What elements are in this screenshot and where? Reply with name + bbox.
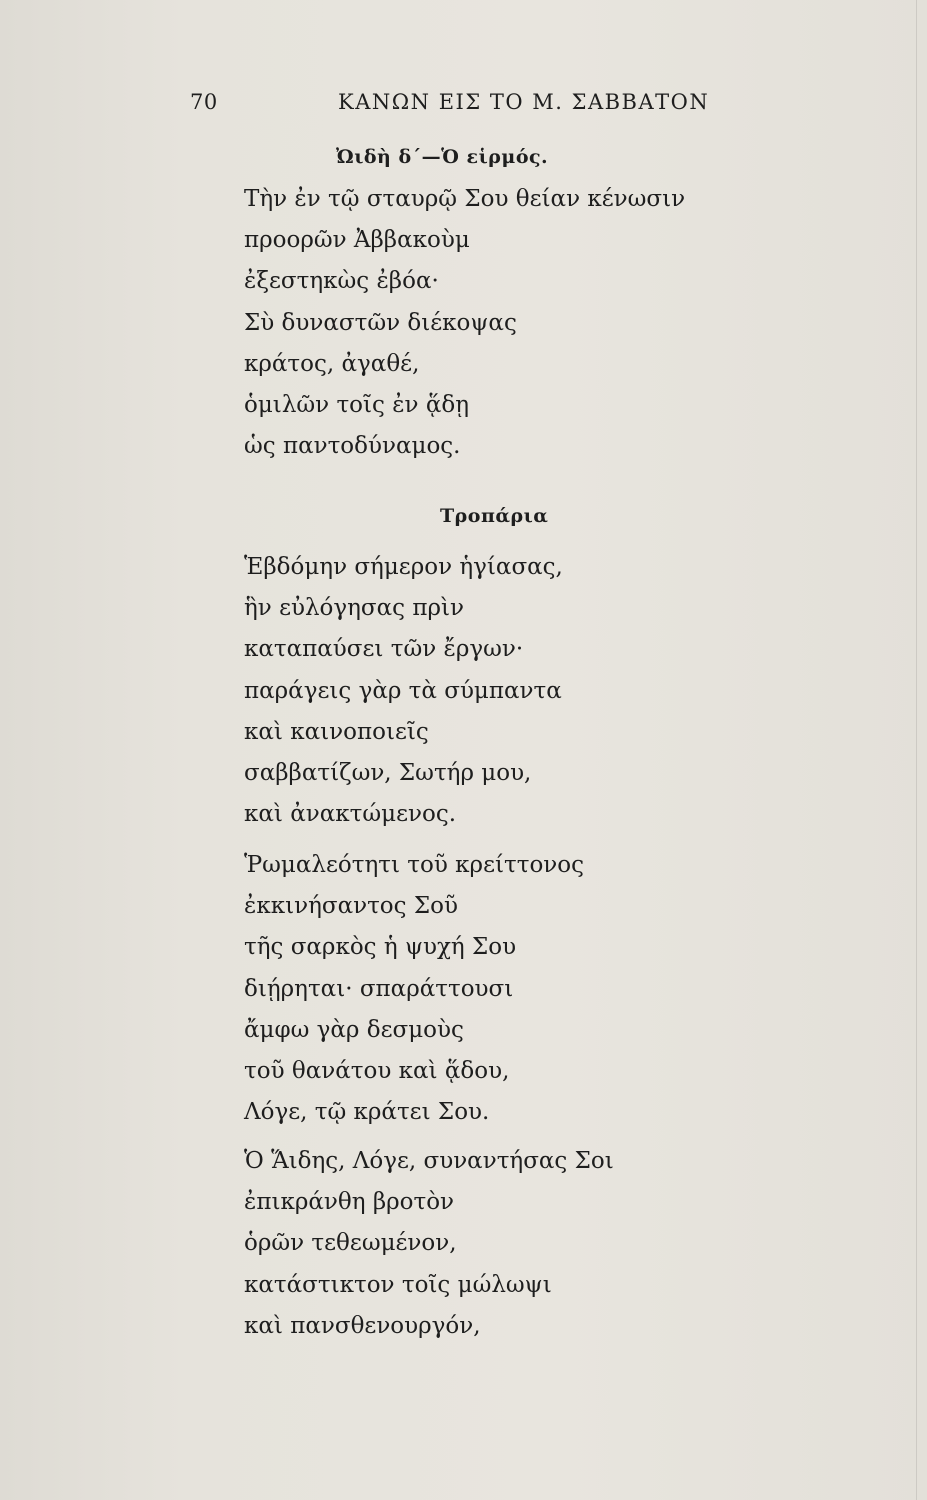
running-head: ΚΑΝΩΝ ΕΙΣ ΤΟ Μ. ΣΑΒΒΑΤΟΝ [338, 90, 710, 114]
irmos-line: ὁμιλῶν τοῖς ἐν ᾅδῃ [244, 391, 470, 418]
troparion-stanza [244, 845, 584, 1133]
troparion-line: Λόγε, τῷ κράτει Σου. [244, 1099, 490, 1126]
troparion-line: κατάστικτον τοῖς μώλωψι [244, 1271, 552, 1298]
page-edge [916, 0, 917, 1500]
page-number: 70 [190, 90, 218, 114]
troparion-line: τῆς σαρκὸς ἡ ψυχή Σου [244, 934, 517, 961]
troparion-line: ὁρῶν τεθεωμένον, [244, 1230, 457, 1257]
irmos-stanza [244, 179, 685, 467]
troparion-line: καὶ ἀνακτώμενος. [244, 801, 457, 828]
irmos-line: προορῶν Ἀββακοὺμ [244, 227, 470, 254]
irmos-line: ἐξεστηκὼς ἐβόα· [244, 268, 439, 295]
troparion-stanza [244, 547, 563, 835]
troparion-line: παράγεις γὰρ τὰ σύμπαντα [244, 677, 562, 704]
section-title: Τροπάρια [440, 505, 549, 527]
troparion-line: καταπαύσει τῶν ἔργων· [244, 636, 524, 663]
irmos-line: ὡς παντοδύναμος. [244, 433, 461, 460]
irmos-line: Τὴν ἐν τῷ σταυρῷ Σου θείαν κένωσιν [244, 186, 686, 212]
troparion-line: Ἑβδόμην σήμερον ἡγίασας, [244, 554, 563, 580]
troparion-line: καὶ πανσθενουργόν, [244, 1312, 481, 1339]
ode-title: Ὠιδὴ δ΄—Ὁ εἱρμός. [336, 146, 549, 168]
troparion-stanza [244, 1141, 614, 1347]
troparion-line: τοῦ θανάτου καὶ ᾅδου, [244, 1057, 510, 1084]
troparion-line: καὶ καινοποιεῖς [244, 718, 429, 745]
troparion-line: ἐκκινήσαντος Σοῦ [244, 893, 458, 920]
troparion-line: Ὁ Ἅιδης, Λόγε, συναντήσας Σοι [244, 1148, 614, 1174]
page-header [0, 90, 927, 124]
irmos-line: κράτος, ἀγαθέ, [244, 350, 420, 377]
troparion-line: διῄρηται· σπαράττουσι [244, 975, 514, 1002]
troparion-line: ἐπικράνθη βροτὸν [244, 1189, 455, 1216]
troparion-line: σαββατίζων, Σωτήρ μου, [244, 759, 532, 786]
irmos-line: Σὺ δυναστῶν διέκοψας [244, 309, 517, 336]
troparion-line: ἄμφω γὰρ δεσμοὺς [244, 1016, 464, 1043]
troparion-line: Ῥωμαλεότητι τοῦ κρείττονος [244, 852, 585, 878]
troparion-line: ἣν εὐλόγησας πρὶν [244, 595, 464, 622]
